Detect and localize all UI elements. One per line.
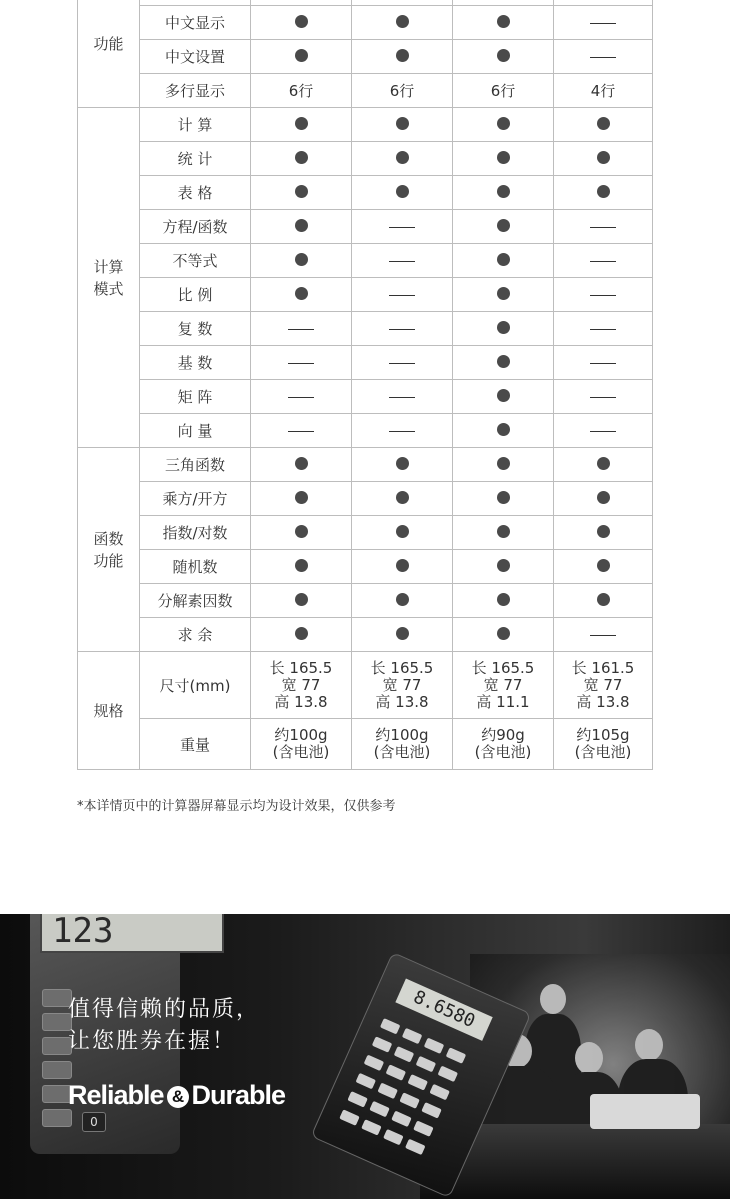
table-row xyxy=(78,244,653,278)
headline-line-2: 让您胜券在握！ xyxy=(68,1029,237,1054)
table-row xyxy=(78,482,653,516)
row-label: 不等式 xyxy=(140,244,251,278)
dash-icon xyxy=(590,329,616,330)
row-label: 计 算 xyxy=(140,108,251,142)
dash-icon xyxy=(389,261,415,262)
dot-icon xyxy=(295,219,308,232)
row-label: 重量 xyxy=(140,719,251,770)
dot-icon xyxy=(396,457,409,470)
dash-icon xyxy=(590,397,616,398)
key-icon xyxy=(42,1109,72,1127)
row-label: 乘方/开方 xyxy=(140,482,251,516)
group-text: 函数 功能 xyxy=(93,529,124,570)
dot-icon xyxy=(497,185,510,198)
key-icon xyxy=(42,1061,72,1079)
dot-icon xyxy=(295,15,308,28)
dot-icon xyxy=(597,117,610,130)
banner-tagline xyxy=(68,1080,285,1111)
dot-icon xyxy=(396,151,409,164)
dot-icon xyxy=(295,185,308,198)
row-label: 指数/对数 xyxy=(140,516,251,550)
dot-icon xyxy=(295,117,308,130)
dash-icon xyxy=(590,295,616,296)
dot-icon xyxy=(497,423,510,436)
dot-icon xyxy=(497,627,510,640)
dash-icon xyxy=(590,227,616,228)
dot-icon xyxy=(295,491,308,504)
dot-icon xyxy=(497,49,510,62)
dash-icon xyxy=(590,363,616,364)
dash-icon xyxy=(590,57,616,58)
dot-icon xyxy=(295,49,308,62)
ampersand-icon: & xyxy=(167,1086,189,1108)
value-cell: 约105g (含电池) xyxy=(554,719,653,770)
calculator-keys xyxy=(334,1014,492,1172)
dot-icon xyxy=(396,627,409,640)
value-cell: 约100g (含电池) xyxy=(352,719,453,770)
dot-icon xyxy=(497,219,510,232)
dot-icon xyxy=(396,117,409,130)
row-label: 中文设置 xyxy=(140,40,251,74)
dot-icon xyxy=(295,151,308,164)
dot-icon xyxy=(396,49,409,62)
person-head xyxy=(635,1029,663,1061)
table-row xyxy=(78,210,653,244)
dot-icon xyxy=(396,15,409,28)
table-row xyxy=(78,142,653,176)
value-cell: 4行 xyxy=(554,74,653,108)
group-label: 规格 xyxy=(78,652,140,770)
vintage-calculator xyxy=(590,1094,700,1129)
dot-icon xyxy=(295,593,308,606)
table-row xyxy=(78,516,653,550)
dot-icon xyxy=(396,185,409,198)
value-cell: 约100g (含电池) xyxy=(251,719,352,770)
headline-line-1: 值得信赖的品质， xyxy=(68,997,261,1022)
dash-icon xyxy=(590,431,616,432)
zero-key: 0 xyxy=(82,1112,106,1132)
banner-headline xyxy=(68,994,260,1058)
row-label: 分解素因数 xyxy=(140,584,251,618)
table-row xyxy=(78,618,653,652)
dot-icon xyxy=(597,457,610,470)
row-label: 求 余 xyxy=(140,618,251,652)
dash-icon xyxy=(288,397,314,398)
dot-icon xyxy=(295,457,308,470)
table-row xyxy=(78,312,653,346)
row-label: 表 格 xyxy=(140,176,251,210)
disclaimer-note: *本详情页中的计算器屏幕显示均为设计效果，仅供参考 xyxy=(77,799,396,814)
dot-icon xyxy=(497,117,510,130)
dash-icon xyxy=(389,431,415,432)
table-row xyxy=(78,278,653,312)
table-row xyxy=(78,652,653,719)
dash-icon xyxy=(590,261,616,262)
dash-icon xyxy=(288,431,314,432)
dot-icon xyxy=(497,525,510,538)
dash-icon xyxy=(389,329,415,330)
dot-icon xyxy=(597,185,610,198)
table-row xyxy=(78,719,653,770)
table-row xyxy=(78,414,653,448)
dot-icon xyxy=(597,151,610,164)
table-row xyxy=(78,346,653,380)
dash-icon xyxy=(590,23,616,24)
group-label: 功能 xyxy=(78,0,140,108)
value-cell: 6行 xyxy=(453,74,554,108)
dot-icon xyxy=(396,593,409,606)
table-row xyxy=(78,176,653,210)
table-row xyxy=(78,108,653,142)
row-label: 复 数 xyxy=(140,312,251,346)
value-cell: 长 165.5 宽 77 高 11.1 xyxy=(453,652,554,719)
row-label: 方程/函数 xyxy=(140,210,251,244)
brand-banner xyxy=(0,914,730,1199)
dot-icon xyxy=(597,559,610,572)
dot-icon xyxy=(295,253,308,266)
dot-icon xyxy=(396,491,409,504)
dot-icon xyxy=(497,321,510,334)
table-row xyxy=(78,550,653,584)
dot-icon xyxy=(295,627,308,640)
dash-icon xyxy=(389,397,415,398)
dot-icon xyxy=(497,559,510,572)
person-head xyxy=(540,984,566,1014)
dot-icon xyxy=(497,151,510,164)
dot-icon xyxy=(497,593,510,606)
group-label xyxy=(78,108,140,448)
dot-icon xyxy=(497,355,510,368)
value-cell: 长 161.5 宽 77 高 13.8 xyxy=(554,652,653,719)
dot-icon xyxy=(497,457,510,470)
row-label: 基 数 xyxy=(140,346,251,380)
dot-icon xyxy=(497,287,510,300)
row-label: 三角函数 xyxy=(140,448,251,482)
dash-icon xyxy=(590,635,616,636)
dot-icon xyxy=(497,389,510,402)
table-row xyxy=(78,40,653,74)
dot-icon xyxy=(497,253,510,266)
table-row xyxy=(78,6,653,40)
table-row xyxy=(78,584,653,618)
calculator-screen: 123 xyxy=(40,914,224,953)
dash-icon xyxy=(389,363,415,364)
dash-icon xyxy=(389,295,415,296)
dot-icon xyxy=(295,559,308,572)
table-row xyxy=(78,448,653,482)
dash-icon xyxy=(389,227,415,228)
dash-icon xyxy=(288,363,314,364)
dash-icon xyxy=(288,329,314,330)
row-label: 随机数 xyxy=(140,550,251,584)
dot-icon xyxy=(497,491,510,504)
table-row xyxy=(78,74,653,108)
row-label: 多行显示 xyxy=(140,74,251,108)
value-cell: 长 165.5 宽 77 高 13.8 xyxy=(352,652,453,719)
dot-icon xyxy=(497,15,510,28)
person-head xyxy=(575,1042,603,1074)
dot-icon xyxy=(597,593,610,606)
dot-icon xyxy=(396,525,409,538)
row-label: 统 计 xyxy=(140,142,251,176)
tagline-durable: Durable xyxy=(191,1080,286,1110)
row-label: 中文显示 xyxy=(140,6,251,40)
row-label: 比 例 xyxy=(140,278,251,312)
row-label: 矩 阵 xyxy=(140,380,251,414)
row-label: 向 量 xyxy=(140,414,251,448)
dot-icon xyxy=(597,491,610,504)
dot-icon xyxy=(295,287,308,300)
dot-icon xyxy=(396,559,409,572)
spec-table xyxy=(77,0,653,770)
value-cell: 6行 xyxy=(352,74,453,108)
dot-icon xyxy=(295,525,308,538)
dot-icon xyxy=(597,525,610,538)
value-cell: 6行 xyxy=(251,74,352,108)
value-cell: 长 165.5 宽 77 高 13.8 xyxy=(251,652,352,719)
group-text: 计算 模式 xyxy=(93,257,124,298)
calculator-screen: 8.6580 xyxy=(395,979,492,1041)
group-label xyxy=(78,448,140,652)
value-cell: 约90g (含电池) xyxy=(453,719,554,770)
table-row xyxy=(78,380,653,414)
tagline-reliable: Reliable xyxy=(68,1080,164,1110)
row-label: 尺寸(mm) xyxy=(140,652,251,719)
